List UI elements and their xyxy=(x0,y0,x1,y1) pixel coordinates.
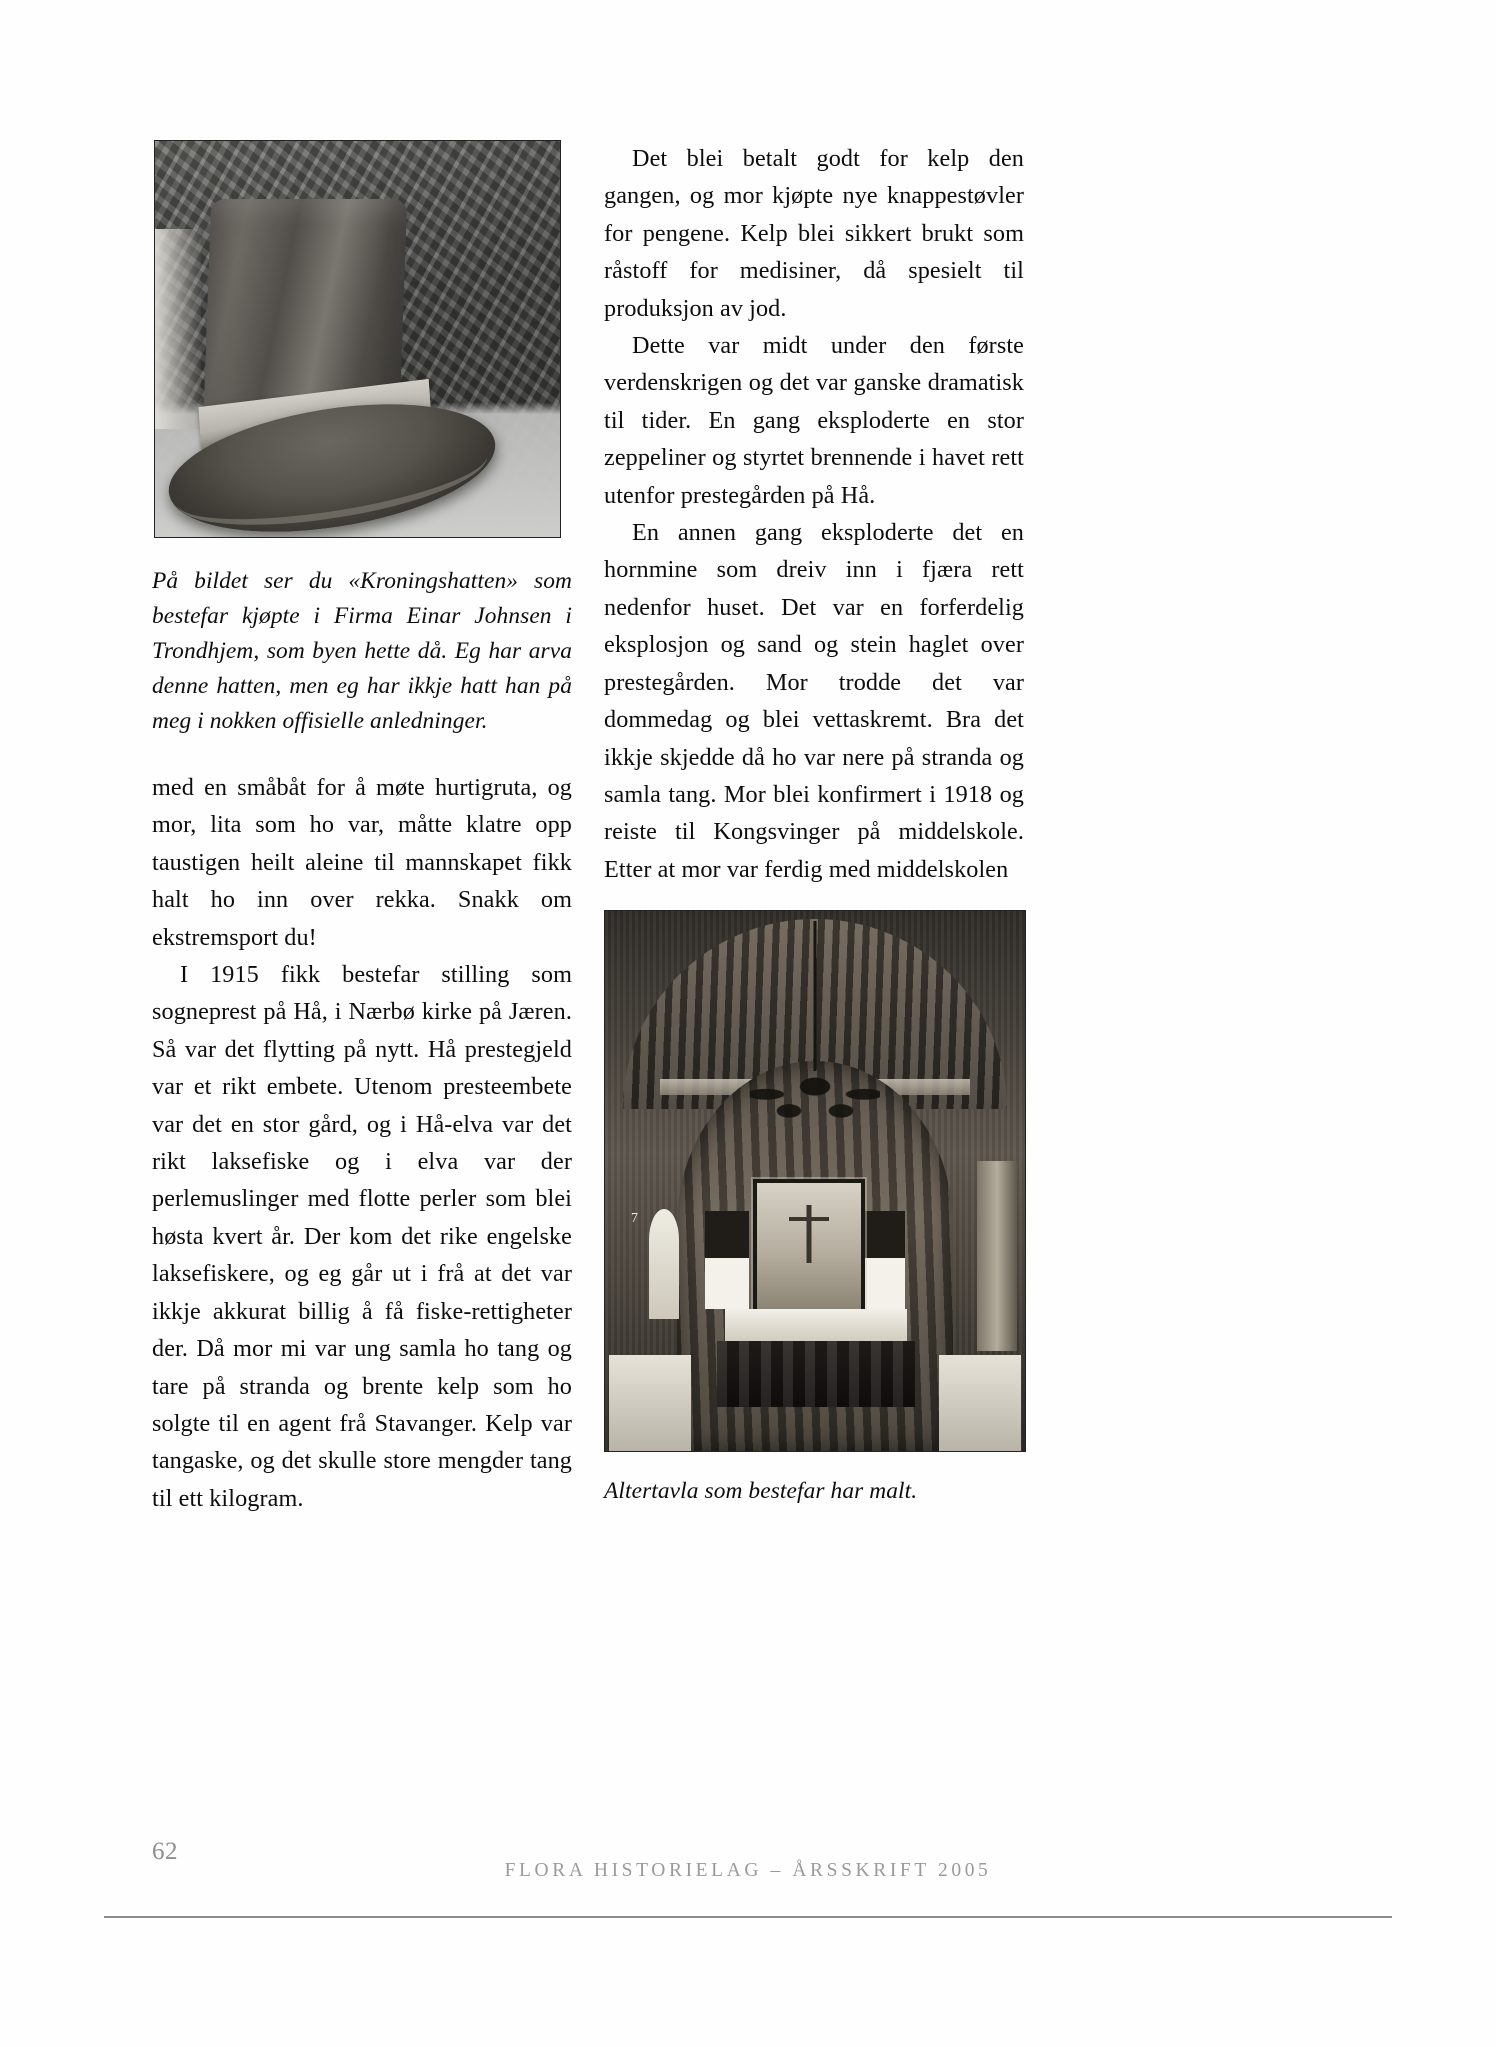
chandelier-rod-shape xyxy=(814,921,817,1071)
crucifix-figure-shape xyxy=(807,1205,812,1263)
kroningshatten-photo xyxy=(154,140,561,538)
altar-table-shape xyxy=(717,1341,915,1407)
right-paragraph-1: Det blei betalt godt for kelp den gangen, og mor kjøpte nye knappestøvler for pengene. Kelp blei sikkert brukt som råstoff for medisiner, då spesielt til produksjon av jod. xyxy=(604,145,1024,322)
page-number: 62 xyxy=(152,1838,178,1865)
footer-rule xyxy=(104,1916,1392,1918)
pew-right-shape xyxy=(939,1355,1021,1451)
left-column xyxy=(152,140,572,1517)
altar-cloth-shape xyxy=(725,1309,907,1343)
crucifix-arms-shape xyxy=(789,1217,829,1221)
altarpiece-painting-shape xyxy=(753,1179,865,1315)
left-paragraph-2: I 1915 fikk bestefar stilling som sogneprest på Hå, i Nærbø kirke på Jæren. Så var det flytting på nytt. Hå prestegjeld var et rikt embete. Utenom presteembete var det en stor gård, og i Hå-elva var det rikt laksefiske og i elva var der perlemuslinger med flotte perler som blei høsta kvert år. Der kom det rike engelske laksefiskere, og eg går ut i frå at det var ikkje akkurat billig å få fiske-rettigheter der. Då mor mi var ung samla ho tang og tare på stranda og brente kelp som ho solgte til en agent frå Stavanger. Kelp var tangaske, og det skulle store mengder tang til ett kilogram. xyxy=(152,961,572,1512)
window-shape xyxy=(649,1209,679,1319)
right-column xyxy=(604,140,1024,1509)
vestment-left-shape xyxy=(705,1211,749,1309)
left-paragraph-1: med en småbåt for å møte hurtigruta, og mor, lita som ho var, måtte klatre opp taustigen heilt aleine til mannskapet fikk halt ho inn over rekka. Snakk om ekstremsport du! xyxy=(152,774,572,951)
pillar-shape xyxy=(977,1161,1017,1351)
footer-journal-line: FLORA HISTORIELAG – ÅRSSKRIFT 2005 xyxy=(504,1860,992,1881)
caption-body-gap xyxy=(152,739,572,769)
altertavla-caption: Altertavla som bestefar har malt. xyxy=(604,1478,918,1505)
pew-left-shape xyxy=(609,1355,691,1451)
photo-number-tag: 7 xyxy=(631,1211,638,1227)
vestment-right-shape xyxy=(861,1211,905,1309)
kroningshatten-caption: På bildet ser du «Kroningshatten» som bestefar kjøpte i Firma Einar Johnsen i Trondhjem, som byen hette då. Eg har arva denne hatten, men eg har ikkje hatt han på meg i nokken offisielle anledninger. xyxy=(152,568,572,734)
right-paragraph-2: Dette var midt under den første verdenskrigen og det var ganske dramatisk til tider. En gang eksploderte en stor zeppeliner og styrtet brennende i havet rett utenfor prestegården på Hå. xyxy=(604,332,1024,509)
chandelier-shape xyxy=(750,1061,880,1125)
right-paragraph-3: En annen gang eksploderte det en hornmine som dreiv inn i fjæra rett nedenfor huset. Det var en forferdelig eksplosjon og sand og stein haglet over prestegården. Mor trodde det var dommedag og blei vettaskremt. Bra det ikkje skjedde då ho var nere på stranda og samla tang. Mor blei konfirmert i 1918 og reiste til Kongsvinger på middelskole. Etter at mor var ferdig med middelskolen xyxy=(604,519,1024,883)
altertavla-photo xyxy=(604,910,1026,1452)
chair-back-shape xyxy=(155,229,201,429)
